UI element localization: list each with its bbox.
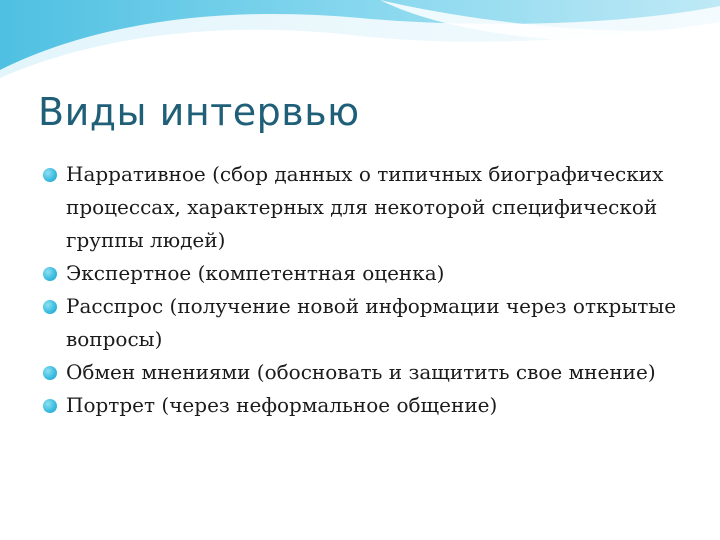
bullet-text: Портрет (через неформальное общение) (66, 393, 498, 417)
list-item (40, 290, 680, 356)
bullet-text: Нарративное (сбор данных о типичных биографических процессах, характерных для некоторой специфической группы людей) (66, 162, 664, 252)
bullet-text: Расспрос (получение новой информации через открытые вопросы) (66, 294, 677, 351)
bullet-dot-icon (43, 399, 57, 413)
bullet-text: Экспертное (компетентная оценка) (66, 261, 445, 285)
bullet-text: Обмен мнениями (обосновать и защитить свое мнение) (66, 360, 656, 384)
list-item (40, 389, 680, 422)
list-item (40, 356, 680, 389)
bullet-dot-icon (43, 300, 57, 314)
bullet-dot-icon (43, 366, 57, 380)
list-item (40, 158, 680, 257)
bullet-dot-icon (43, 267, 57, 281)
bullet-dot-icon (43, 168, 57, 182)
slide-title: Виды интервью (38, 90, 360, 134)
header-wave-decoration (0, 0, 720, 90)
bullet-list (40, 158, 680, 422)
list-item (40, 257, 680, 290)
